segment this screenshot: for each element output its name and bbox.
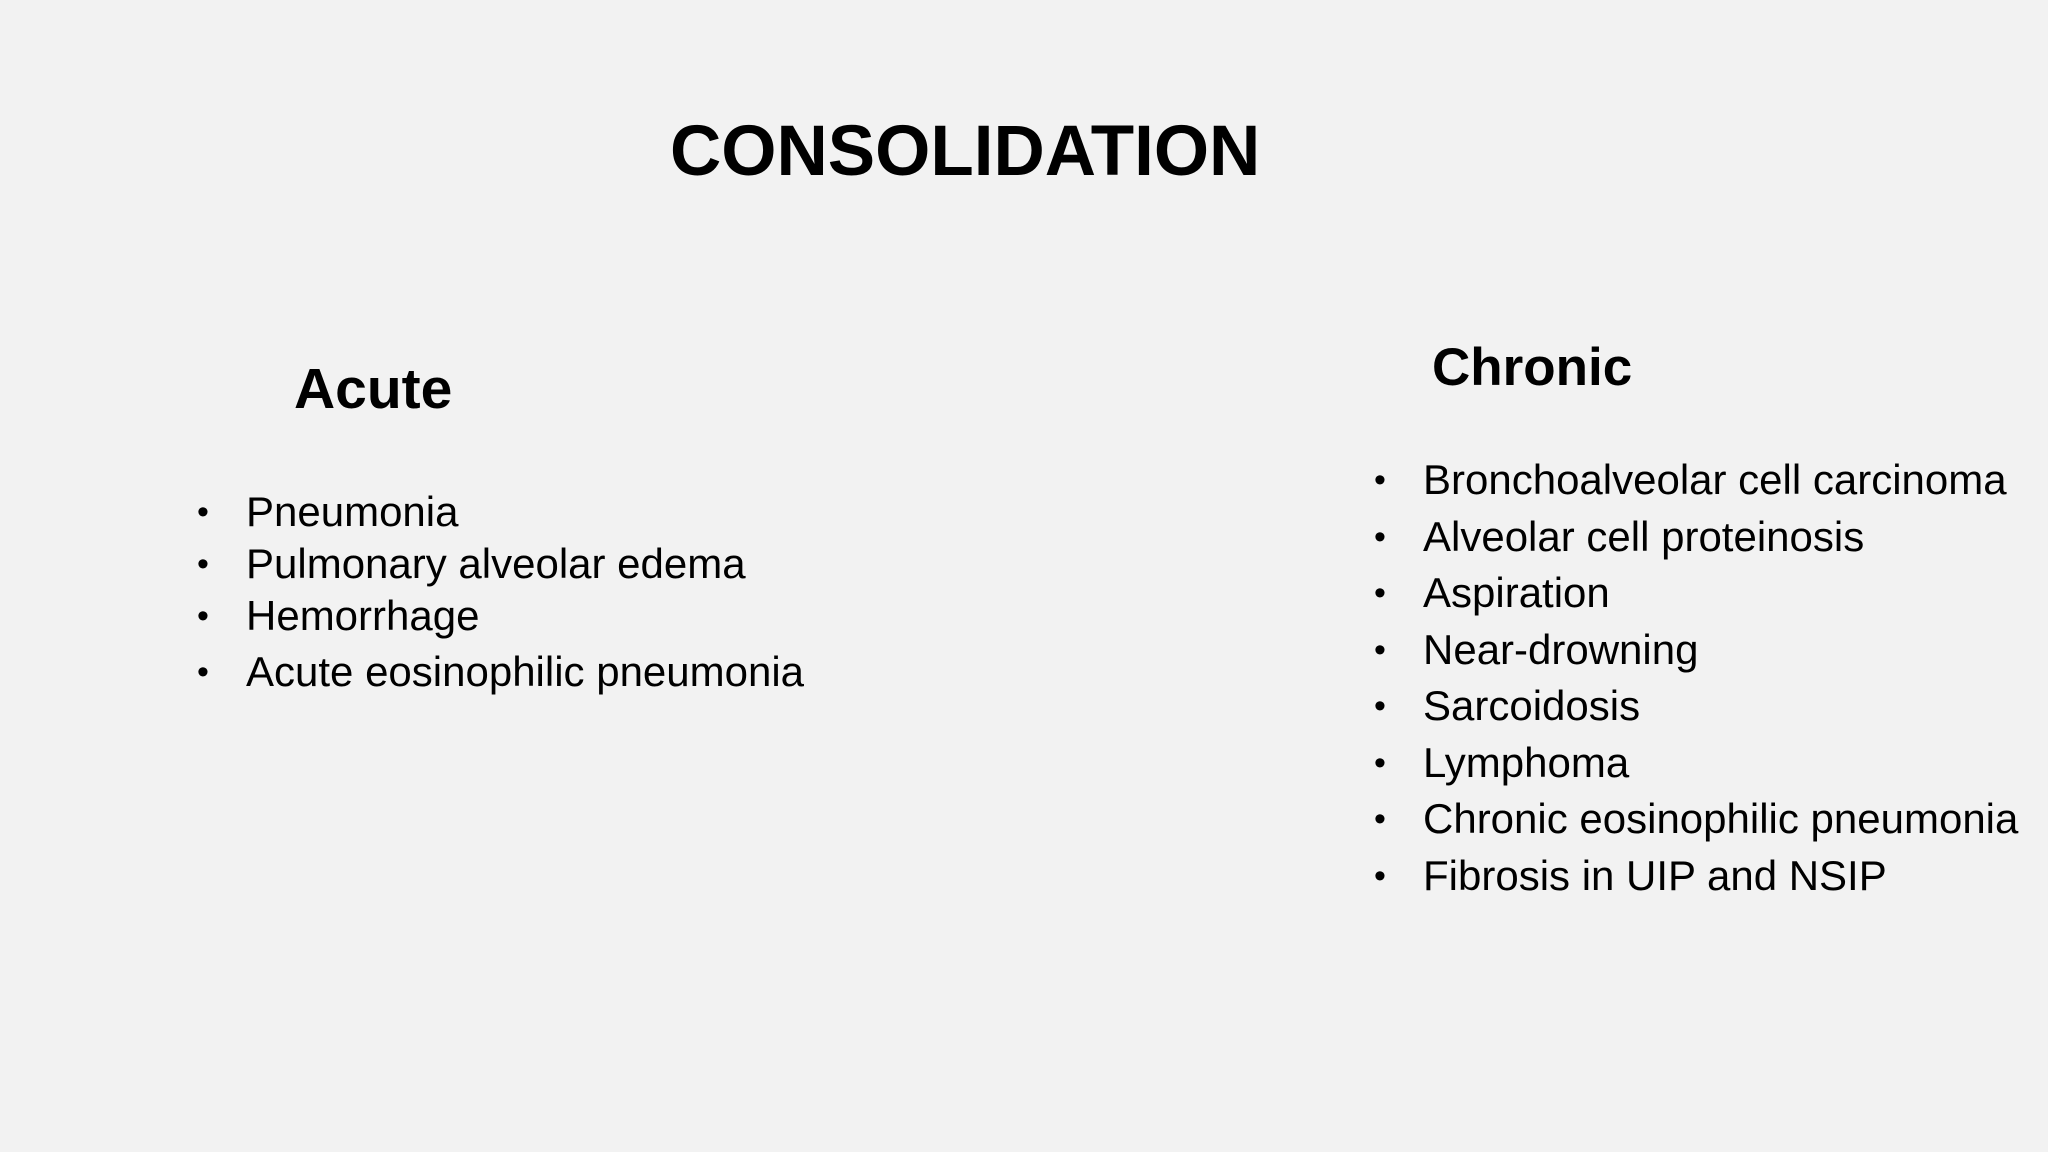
acute-heading: Acute bbox=[294, 357, 453, 421]
bullet-icon: • bbox=[1374, 743, 1386, 782]
list-item bbox=[1374, 735, 2018, 792]
list-item bbox=[1374, 622, 2018, 679]
list-item-label: Aspiration bbox=[1423, 569, 1610, 616]
list-item-label: Hemorrhage bbox=[246, 592, 480, 639]
list-item bbox=[1374, 678, 2018, 735]
slide-title: CONSOLIDATION bbox=[670, 112, 1261, 191]
bullet-icon: • bbox=[1374, 800, 1386, 838]
chronic-list bbox=[1374, 452, 2018, 904]
list-item bbox=[1374, 848, 2018, 905]
bullet-icon: • bbox=[1374, 461, 1386, 499]
list-item bbox=[1374, 452, 2018, 509]
bullet-icon: • bbox=[1374, 856, 1386, 895]
bullet-icon: • bbox=[197, 493, 209, 531]
chronic-heading: Chronic bbox=[1432, 338, 1633, 397]
list-item-label: Acute eosinophilic pneumonia bbox=[246, 648, 805, 695]
list-item bbox=[197, 646, 804, 698]
list-item bbox=[197, 538, 804, 590]
list-item-label: Lymphoma bbox=[1423, 738, 1630, 786]
list-item-label: Sarcoidosis bbox=[1423, 682, 1641, 729]
list-item-label: Chronic eosinophilic pneumonia bbox=[1423, 795, 2019, 842]
bullet-icon: • bbox=[1374, 630, 1386, 669]
bullet-icon: • bbox=[197, 597, 209, 635]
bullet-icon: • bbox=[1374, 574, 1386, 612]
bullet-icon: • bbox=[1374, 517, 1386, 556]
bullet-icon: • bbox=[197, 653, 209, 691]
list-item bbox=[197, 486, 804, 538]
list-item bbox=[1374, 509, 2018, 566]
bullet-icon: • bbox=[1374, 687, 1386, 725]
list-item-label: Near-drowning bbox=[1423, 625, 1699, 673]
list-item bbox=[1374, 791, 2018, 848]
list-item bbox=[1374, 565, 2018, 622]
list-item-label: Alveolar cell proteinosis bbox=[1423, 512, 1865, 560]
list-item-label: Fibrosis in UIP and NSIP bbox=[1423, 851, 1887, 899]
list-item-label: Pulmonary alveolar edema bbox=[246, 540, 746, 587]
list-item-label: Bronchoalveolar cell carcinoma bbox=[1423, 456, 2007, 503]
list-item-label: Pneumonia bbox=[246, 488, 459, 535]
acute-list bbox=[197, 486, 804, 698]
list-item bbox=[197, 590, 804, 642]
bullet-icon: • bbox=[197, 545, 209, 583]
